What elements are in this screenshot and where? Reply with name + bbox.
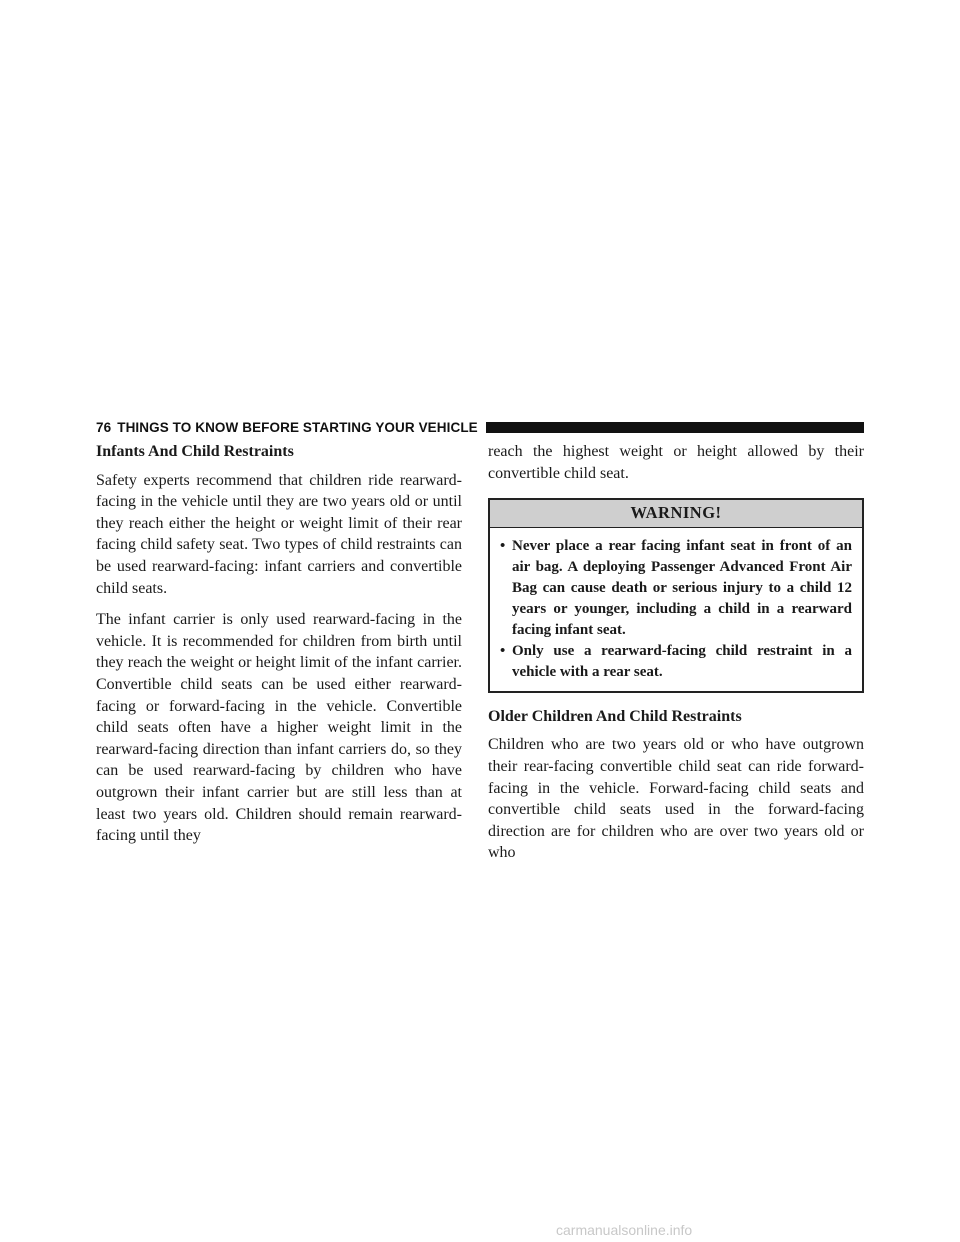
warning-item (500, 641, 852, 683)
warning-item-text: Never place a rear facing infant seat in front of an air bag. A deploying Passenger Advanced Front Air Bag can cause death or serious injury to a child 12 years or younger, including a child in a rearward facing infant seat. (512, 537, 852, 638)
page-header (96, 417, 864, 437)
section-heading-older-children: Older Children And Child Restraints (488, 707, 742, 725)
right-column (488, 441, 864, 874)
header-section-title: THINGS TO KNOW BEFORE STARTING YOUR VEHICLE (117, 419, 478, 435)
warning-item (500, 536, 852, 641)
header-page-number: 76 (96, 419, 112, 435)
paragraph-older-children: Children who are two years old or who have outgrown their rear-facing convertible child seat can ride forward-facing in the vehicle. Forward-facing child seats and convertible child seats used in the forward-facing direction are for children who are over two years old or who (488, 736, 864, 862)
header-rule (486, 422, 864, 433)
left-column (96, 441, 462, 857)
bullet-icon: • (500, 537, 506, 554)
paragraph-continuation: reach the highest weight or height allowed by their convertible child seat. (488, 443, 864, 482)
section-heading-infants: Infants And Child Restraints (96, 443, 294, 460)
paragraph-safety-experts: Safety experts recommend that children ride rearward-facing in the vehicle until they are two years old or until they reach either the height or weight limit of their rear facing child safety seat. Two types of child restraints can be used rearward-facing: infant carriers and convertible child seats. (96, 471, 462, 597)
footer-watermark: carmanualsonline.info (556, 1222, 693, 1238)
warning-list (490, 528, 862, 691)
bullet-icon: • (500, 642, 506, 659)
paragraph-infant-carrier: The infant carrier is only used rearward-facing in the vehicle. It is recommended for children from birth until they reach the weight or height limit of the infant carrier. Convertible child seats can be used either rearward-facing or forward-facing in the vehicle. Convertible child seats often have a higher weight limit in the rearward-facing direction than infant carriers do, so they can be used rearward-facing by children who have outgrown their infant carrier but are still less than at least two years old. Children should remain rearward-facing until they (96, 611, 462, 845)
warning-box (488, 498, 864, 693)
warning-title: WARNING! (490, 500, 862, 528)
warning-item-text: Only use a rearward-facing child restraint in a vehicle with a rear seat. (512, 642, 852, 680)
